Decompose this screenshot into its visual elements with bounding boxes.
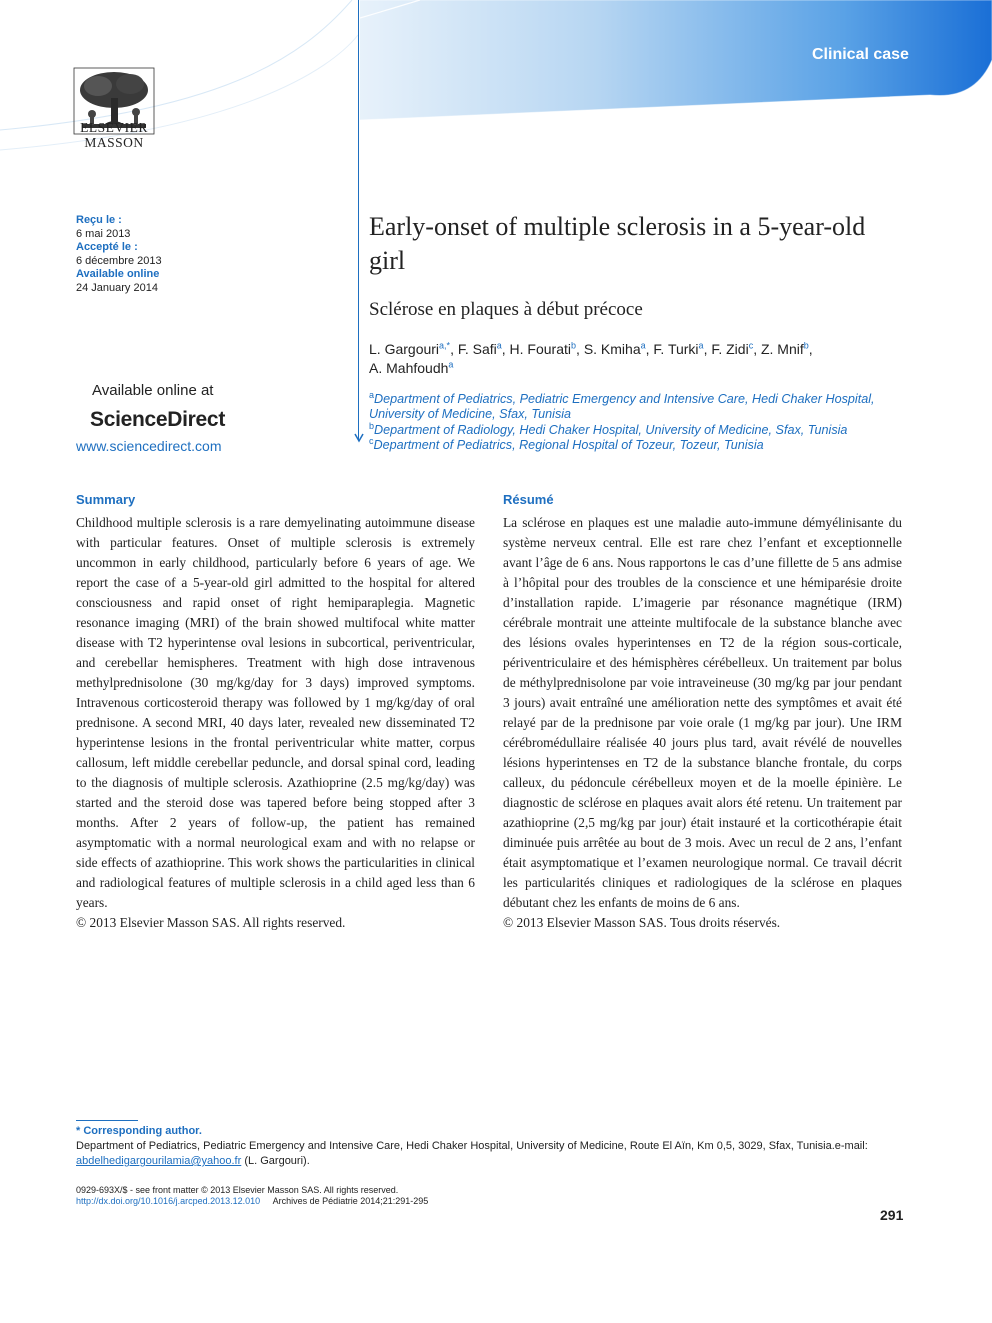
available-online-text: Available online at bbox=[92, 382, 214, 399]
online-label: Available online bbox=[76, 268, 160, 280]
summary-copyright: © 2013 Elsevier Masson SAS. All rights reserved. bbox=[76, 915, 346, 930]
author: A. Mahfoudh$^a$ bbox=[369, 359, 454, 376]
footnote-rule bbox=[76, 1120, 138, 1121]
accepted-date: 6 décembre 2013 bbox=[76, 254, 162, 267]
accepted-label: Accepté le : bbox=[76, 241, 138, 253]
sciencedirect-link[interactable]: www.sciencedirect.com bbox=[76, 438, 222, 454]
received-date: 6 mai 2013 bbox=[76, 227, 131, 240]
publication-info bbox=[76, 1185, 428, 1207]
article-subtitle: Sclérose en plaques à début précoce bbox=[369, 299, 643, 320]
article-dates bbox=[76, 214, 162, 295]
corresponding-address: Department of Pediatrics, Pediatric Emergency and Intensive Care, Hedi Chaker Hospital, University of Medicine, Route El Aïn, Km 0,5, 3029, Sfax, Tunisia.e-mail: bbox=[76, 1140, 868, 1152]
vertical-divider bbox=[358, 0, 359, 440]
author-list: L. Gargouri$^{a,*}$, F. Safi$^a$, H. Fourati$^b$, S. Kmiha$^a$, F. Turki$^a$, F. Zidi$^c$, Z. Mnif$^b$, A. Mahfoudh$^a$ bbox=[369, 340, 813, 376]
author: L. Gargouri$^{a,*}$ bbox=[369, 340, 451, 357]
footnote bbox=[76, 1124, 906, 1169]
summary-body bbox=[76, 513, 475, 933]
sciencedirect-logo: ScienceDirect bbox=[90, 408, 226, 431]
doi-link[interactable]: http://dx.doi.org/10.1016/j.arcped.2013.12.010 bbox=[76, 1196, 261, 1206]
section-label: Clinical case bbox=[812, 46, 909, 63]
author: S. Kmiha$^a$ bbox=[583, 340, 646, 357]
journal-citation: Archives de Pédiatrie 2014;21:291-295 bbox=[272, 1196, 429, 1206]
resume-heading: Résumé bbox=[503, 492, 554, 507]
corresponding-author-label: * Corresponding author. bbox=[76, 1125, 202, 1137]
resume-text: La sclérose en plaques est une maladie auto-immune démyélinisante du système nerveux central. Elle est rare chez l’enfant et exceptionnelle avant l’âge de 6 ans. Nous rapportons le cas d’une fillette de 5 ans admise à l’hôpital pour des troubles de la conscience et une hémiparésie droite d’installation rapide. L’imagerie par résonance magnétique (IRM) cérébrale montrait une atteinte multifocale de la substance blanche avec des lésions ovales hyperintenses en T2 de la région sous-corticale, périventriculaire et des hémisphères cérébelleux. Un traitement par bolus de méthylprednisolone par voie intraveineuse (30 mg/kg par jour pendant 3 jours) avait entraîné une amélioration nette des symptômes et avait été relayé par de la prednisone par voie orale (1 mg/kg par jour). Une IRM cérébromédullaire réalisée 40 jours plus tard, avait révélé de nouvelles lésions hyperintenses en T2 de la substance blanche frontale, du corps calleux, du pédoncule cérébelleux moyen et de la moelle épinière. Le diagnostic de sclérose en plaques avait alors été retenu. Un traitement par azathioprine (2,5 mg/kg par jour) était instauré et la corticothérapie était diminuée puis arrêtée au bout de 3 mois. Avec un recul de 2 ans, l’enfant était asymptomatique et l’examen neurologique normal. Ce travail décrit les particularités cliniques et radiologiques de la sclérose en plaques débutant chez les enfants de moins de 6 ans. bbox=[503, 515, 902, 910]
summary-text: Childhood multiple sclerosis is a rare demyelinating autoimmune disease with particular features. Onset of multiple sclerosis is extremely uncommon in early childhood, particularly before 6 years of age. We report the case of a 5-year-old girl admitted to the hospital for altered consciousness and rapid onset of right hemiparaplegia. Magnetic resonance imaging (MRI) of the brain showed multifocal white matter disease with T2 hyperintense oval lesions in subcortical, periventricular, and cerebellar hemispheres. Treatment with high dose intravenous methylprednisolone (30 mg/kg/day for 3 days) improved symptoms. Intravenous corticosteroid therapy was followed by 1 mg/kg/day of oral prednisone. A second MRI, 40 days later, revealed new disseminated T2 hyperintense lesions in the frontal periventricular white matter, corpus callosum, left middle cerebellar peduncle, and dorsal spinal cord, leading to the diagnosis of multiple sclerosis. Azathioprine (2.5 mg/kg/day) was started and the steroid dose was tapered before being stopped after 3 months. After 2 years of follow-up, the patient has remained asymptomatic with a normal neurological exam and with no relapse or side effects of azathioprine. This work shows the particularities in clinical and radiological features of multiple sclerosis in a child aged less than 6 years. bbox=[76, 515, 475, 910]
author: H. Fourati$^b$ bbox=[509, 340, 577, 357]
resume-copyright: © 2013 Elsevier Masson SAS. Tous droits réservés. bbox=[503, 915, 781, 930]
article-title: Early-onset of multiple sclerosis in a 5-year-old girl bbox=[369, 212, 866, 275]
author: F. Turki$^a$ bbox=[653, 340, 704, 357]
publisher-wordmark bbox=[72, 120, 156, 150]
arrow-down-icon bbox=[353, 432, 365, 444]
author: F. Zidi$^c$ bbox=[711, 340, 754, 357]
page-number: 291 bbox=[880, 1207, 904, 1223]
author: F. Safi$^a$ bbox=[457, 340, 502, 357]
affiliation: $^a$Department of Pediatrics, Pediatric Emergency and Intensive Care, Hedi Chaker Hospital, University of Medicine, Sfax, Tunisia bbox=[369, 389, 875, 421]
online-date: 24 January 2014 bbox=[76, 281, 158, 294]
author: Z. Mnif$^b$ bbox=[760, 340, 809, 357]
summary-heading: Summary bbox=[76, 492, 136, 507]
issn-line: 0929-693X/$ - see front matter © 2013 Elsevier Masson SAS. All rights reserved. bbox=[76, 1185, 399, 1195]
email-owner: (L. Gargouri). bbox=[244, 1155, 310, 1167]
email-link[interactable]: abdelhedigargourilamia@yahoo.fr bbox=[76, 1155, 242, 1167]
affiliation: $^b$Department of Radiology, Hedi Chaker Hospital, University of Medicine, Sfax, Tunisia bbox=[369, 420, 848, 437]
publisher-line1: ELSEVIER bbox=[80, 120, 148, 135]
affiliation: $^c$Department of Pediatrics, Regional Hospital of Tozeur, Tozeur, Tunisia bbox=[369, 435, 764, 452]
resume-body bbox=[503, 513, 902, 933]
publisher-line2: MASSON bbox=[84, 135, 144, 150]
received-label: Reçu le : bbox=[76, 214, 122, 226]
